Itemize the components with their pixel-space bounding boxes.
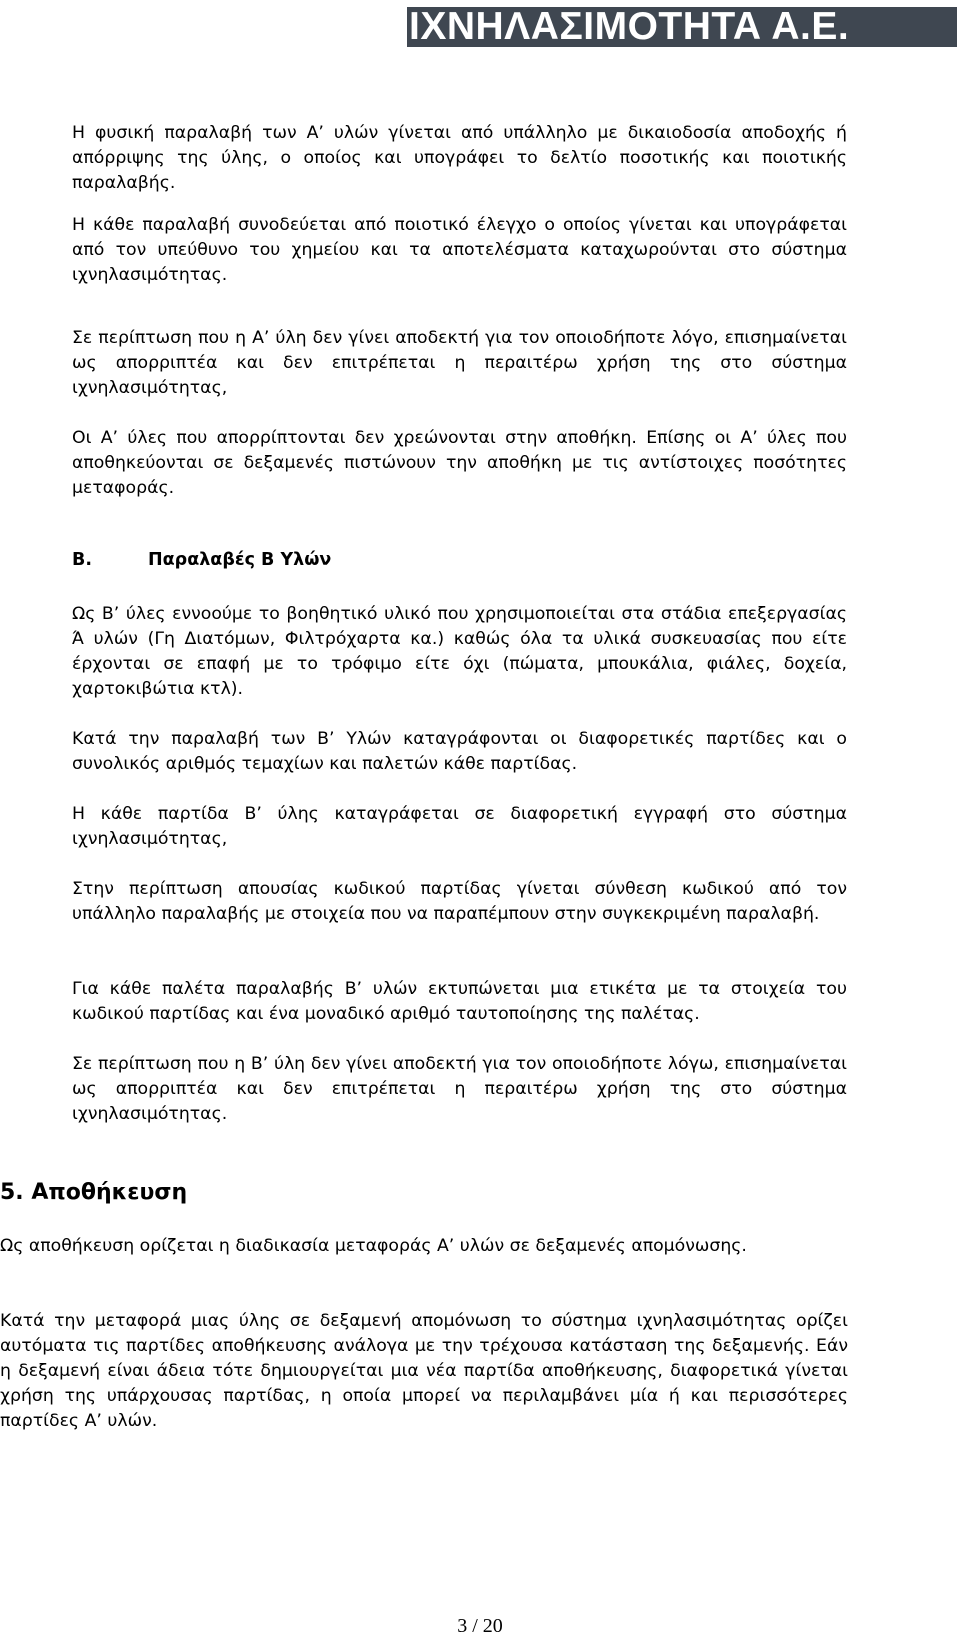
section-5-heading: 5. Αποθήκευση [0, 1180, 188, 1205]
paragraph-b-missing-batch-code: Στην περίπτωση απουσίας κωδικού παρτίδας γίνεται σύνθεση κωδικού από τον υπάλληλο παραλαβής με στοιχεία που να παραπέμπουν στην συγκεκριμένη παραλαβή. [72, 879, 847, 924]
section-b-title: Παραλαβές Β Υλών [148, 550, 332, 570]
page-number: 3 / 20 [457, 1615, 503, 1637]
section-b-heading [72, 548, 331, 573]
section-b-letter: Β. [72, 550, 92, 570]
paragraph-b-batch-entry: Η κάθε παρτίδα Β’ ύλης καταγράφεται σε διαφορετική εγγραφή στο σύστημα ιχνηλασιμότητας, [72, 804, 847, 849]
paragraph-b-batches-recorded: Κατά την παραλαβή των Β’ Υλών καταγράφονται οι διαφορετικές παρτίδες και ο συνολικός αριθμός τεμαχίων και παλετών κάθε παρτίδας. [72, 729, 847, 774]
paragraph-rejected-a-material: Σε περίπτωση που η Α’ ύλη δεν γίνει αποδεκτή για τον οποιοδήποτε λόγο, επισημαίνεται ως απορριπτέα και δεν επιτρέπεται η περαιτέρω χρήση της στο σύστημα ιχνηλασιμότητας, [72, 328, 847, 398]
paragraph-b-rejected-material: Σε περίπτωση που η Β’ ύλη δεν γίνει αποδεκτή για τον οποιοδήποτε λόγω, επισημαίνεται ως απορριπτέα και δεν επιτρέπεται η περαιτέρω χρήση της στο σύστημα ιχνηλασιμότητας. [72, 1054, 847, 1124]
paragraph-warehouse-charges: Οι Α’ ύλες που απορρίπτονται δεν χρεώνονται στην αποθήκη. Επίσης οι Α’ ύλες που αποθηκεύονται σε δεξαμενές πιστώνουν την αποθήκη με τις αντίστοιχες ποσότητες μεταφοράς. [72, 428, 847, 498]
paragraph-b-pallet-label: Για κάθε παλέτα παραλαβής Β’ υλών εκτυπώνεται μια ετικέτα με τα στοιχεία του κωδικού παρτίδας και ένα μοναδικό αριθμό ταυτοποίησης της παλέτας. [72, 979, 847, 1024]
paragraph-quality-control: Η κάθε παραλαβή συνοδεύεται από ποιοτικό έλεγχο ο οποίος γίνεται και υπογράφεται από τον υπεύθυνο του χημείου και τα αποτελέσματα καταχωρούνται στο σύστημα ιχνηλασιμότητας. [72, 215, 847, 285]
paragraph-physical-receipt: Η φυσική παραλαβή των Α’ υλών γίνεται από υπάλληλο με δικαιοδοσία αποδοχής ή απόρριψης της ύλης, ο οποίος και υπογράφει το δελτίο ποσοτικής και ποιοτικής παραλαβής. [72, 123, 847, 193]
company-header-banner [407, 7, 957, 47]
company-name: ΙΧΝΗΛΑΣΙΜΟΤΗΤΑ Α.Ε. [409, 7, 850, 47]
paragraph-storage-definition: Ως αποθήκευση ορίζεται η διαδικασία μεταφοράς Α’ υλών σε δεξαμενές απομόνωσης. [0, 1236, 747, 1256]
paragraph-b-materials-definition: Ως Β’ ύλες εννοούμε το βοηθητικό υλικό που χρησιμοποιείται στα στάδια επεξεργασίας Ά υλών (Γη Διατόμων, Φιλτρόχαρτα κα.) καθώς όλα τα υλικά συσκευασίας που είτε έρχονται σε επαφή με το τρόφιμο είτε όχι (πώματα, μπουκάλια, φιάλες, δοχεία, χαρτοκιβώτια κτλ). [72, 604, 847, 699]
paragraph-storage-tank-transfer: Κατά την μεταφορά μιας ύλης σε δεξαμενή απομόνωση το σύστημα ιχνηλασιμότητας ορίζει αυτόματα τις παρτίδες αποθήκευσης ανάλογα με την τρέχουσα κατάσταση της δεξαμενής. Εάν η δεξαμενή είναι άδεια τότε δημιουργείται μια νέα παρτίδα αποθήκευσης, διαφορετικά γίνεται χρήση της υπάρχουσας παρτίδας, η οποία μπορεί να περιλαμβάνει μία ή και περισσότερες παρτίδες Α’ υλών. [0, 1311, 848, 1431]
